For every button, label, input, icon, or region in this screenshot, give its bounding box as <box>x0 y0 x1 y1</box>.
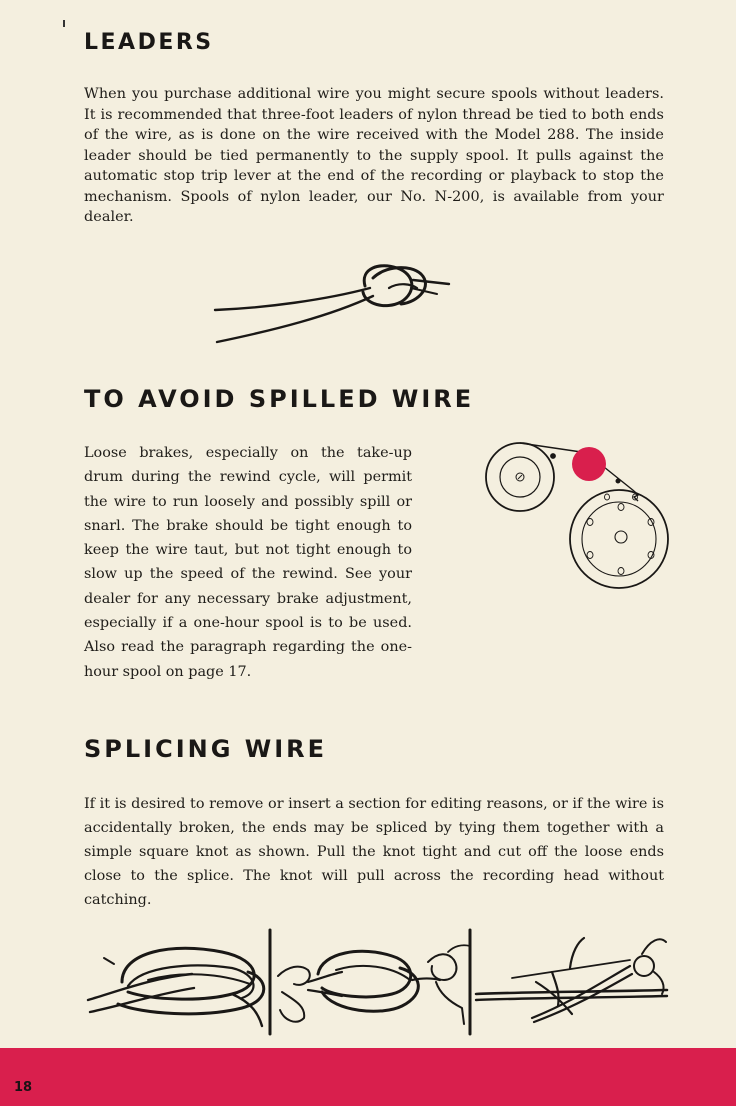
page-number: 18 <box>14 1080 33 1095</box>
spool-brake-diagram <box>482 435 678 591</box>
splicing-wire-paragraph: If it is desired to remove or insert a section for editing reasons, or if the wire is accidentally broken, the ends may be spliced by tying them together with a simple square knot as shown. Pull the knot tight and cut off the loose ends close to the splice. The knot will pull across the recording head without catching. <box>84 796 664 908</box>
leaders-heading: LEADERS <box>84 30 214 55</box>
spilled-wire-paragraph: Loose brakes, especially on the take-up drum during the rewind cycle, will permit the wire to run loosely and possibly spill or snarl. The brake should be tight enough to keep the wire taut, but not tight enough to slow up the speed of the rewind. See your dealer for any necessary brake adjustment, especially if a one-hour spool is to be used. Also read the paragraph regarding the one-hour spool on page 17. <box>84 445 412 680</box>
square-knot-splice-illustration <box>82 922 672 1040</box>
splicing-wire-heading: SPLICING WIRE <box>84 735 328 763</box>
leaders-paragraph: When you purchase additional wire you might secure spools without leaders. It is recommended that three-foot leaders of nylon thread be tied to both ends of the wire, as is done on the wire received with the Model 288. The inside leader should be tied permanently to the supply spool. It pulls against the automatic stop trip lever at the end of the recording or playback to stop the mechanism. Spools of nylon leader, our No. N-200, is available from your dealer. <box>84 86 664 225</box>
stray-print-mark <box>63 20 65 27</box>
spilled-wire-heading: TO AVOID SPILLED WIRE <box>84 385 475 413</box>
footer-color-band <box>0 1048 736 1106</box>
leader-knot-illustration <box>205 258 460 350</box>
